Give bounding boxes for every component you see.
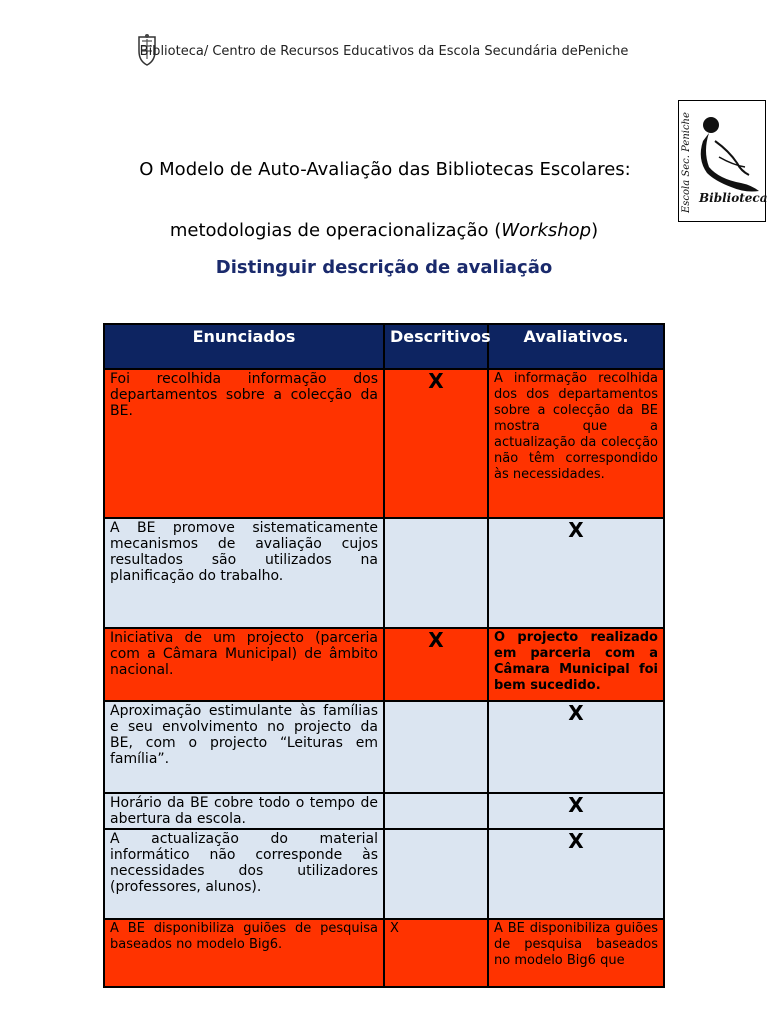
logo-word: Biblioteca xyxy=(699,191,768,205)
section-heading: Distinguir descrição de avaliação xyxy=(215,257,553,278)
table-row xyxy=(104,919,664,987)
statement-cell: Iniciativa de um projecto (parceria com a Câmara Municipal) de âmbito nacional. xyxy=(104,628,384,701)
evaluation-table xyxy=(103,323,665,988)
descritivo-cell xyxy=(384,518,488,628)
statement-cell: A BE disponibiliza guiões de pesquisa baseados no modelo Big6. xyxy=(104,919,384,987)
table-header-row xyxy=(104,324,664,369)
descritivo-cell xyxy=(384,701,488,793)
avaliativo-cell: X xyxy=(488,829,664,919)
table-row xyxy=(104,829,664,919)
column-header-descritivos: Descritivos xyxy=(384,324,488,369)
avaliativo-cell: X xyxy=(488,701,664,793)
table-row xyxy=(104,518,664,628)
statement-cell: Aproximação estimulante às famílias e seu envolvimento no projecto da BE, com o projecto “Leituras em família”. xyxy=(104,701,384,793)
column-header-avaliativos: Avaliativos. xyxy=(488,324,664,369)
avaliativo-cell: X xyxy=(488,518,664,628)
statement-cell: A BE promove sistematicamente mecanismos de avaliação cujos resultados são utilizados na planificação do trabalho. xyxy=(104,518,384,628)
descritivo-cell xyxy=(384,793,488,829)
table-row xyxy=(104,369,664,518)
table-row xyxy=(104,628,664,701)
title-close: ) xyxy=(591,220,599,241)
document-header: Biblioteca/ Centro de Recursos Educativos da Escola Secundária dePeniche xyxy=(139,44,629,59)
table-row xyxy=(104,793,664,829)
library-logo xyxy=(678,100,766,222)
statement-cell: A actualização do material informático não corresponde às necessidades dos utilizadores (professores, alunos). xyxy=(104,829,384,919)
statement-cell: Foi recolhida informação dos departamentos sobre a colecção da BE. xyxy=(104,369,384,518)
column-header-enunciados: Enunciados xyxy=(104,324,384,369)
descritivo-cell: X xyxy=(384,369,488,518)
descritivo-cell xyxy=(384,829,488,919)
document-subtitle-line xyxy=(0,220,768,241)
logo-vertical-text: Escola Sec. Peniche xyxy=(681,112,692,213)
avaliativo-cell: A BE disponibiliza guiões de pesquisa baseados no modelo Big6 que xyxy=(488,919,664,987)
statement-cell: Horário da BE cobre todo o tempo de abertura da escola. xyxy=(104,793,384,829)
document-title: O Modelo de Auto-Avaliação das Bibliotecas Escolares: xyxy=(139,159,631,180)
avaliativo-cell: O projecto realizado em parceria com a Câmara Municipal foi bem sucedido. xyxy=(488,628,664,701)
title-italic: Workshop xyxy=(501,220,592,241)
avaliativo-cell: X xyxy=(488,793,664,829)
table-row xyxy=(104,701,664,793)
descritivo-cell: X xyxy=(384,628,488,701)
title-plain: metodologias de operacionalização ( xyxy=(169,220,502,241)
descritivo-cell: X xyxy=(384,919,488,987)
avaliativo-cell: A informação recolhida dos dos departamentos sobre a colecção da BE mostra que a actualização da colecção não têm correspondido às necessidades. xyxy=(488,369,664,518)
